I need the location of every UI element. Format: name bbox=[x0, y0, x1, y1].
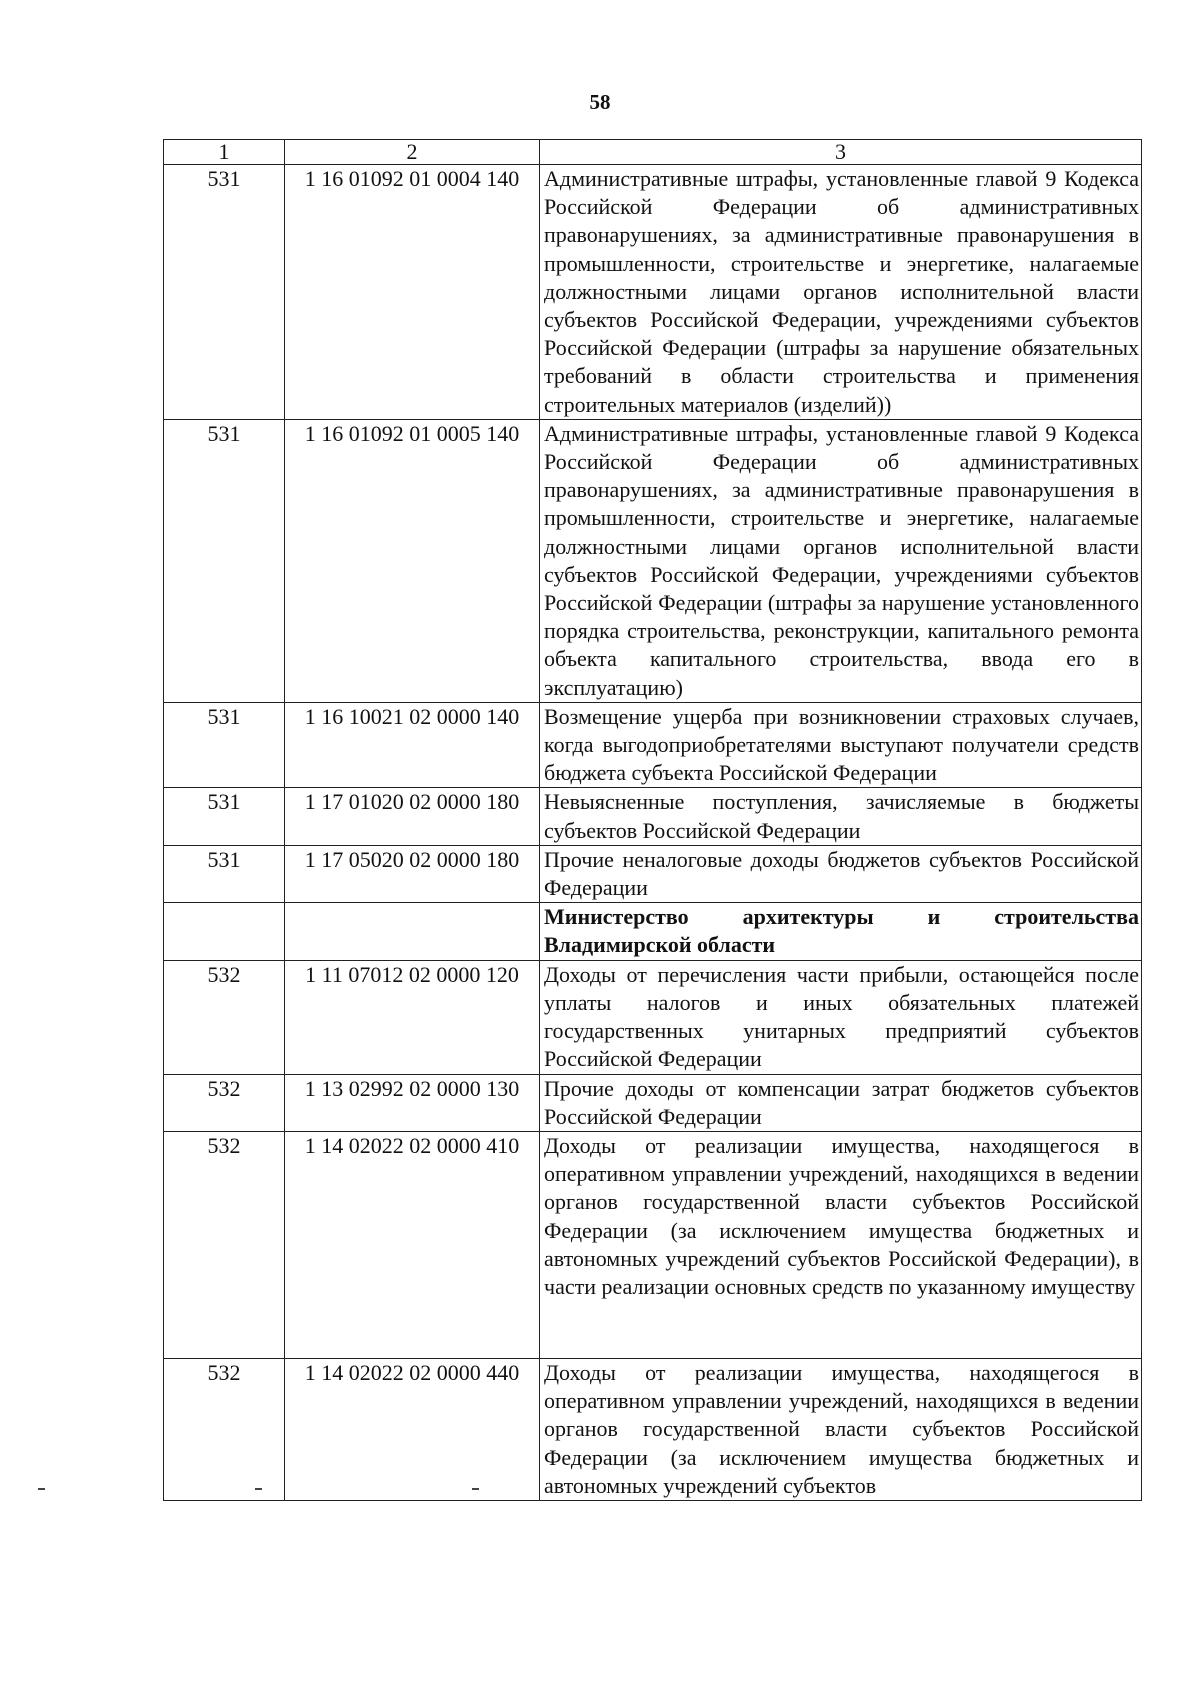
table-row bbox=[164, 1358, 1142, 1500]
budget-classification-code-cell: 1 14 02022 02 0000 410 bbox=[285, 1131, 540, 1358]
revenue-description-cell: Прочие неналоговые доходы бюджетов субъектов Российской Федерации bbox=[540, 845, 1142, 902]
admin-code-cell bbox=[164, 903, 285, 960]
header-col-3: 3 bbox=[540, 140, 1142, 165]
admin-code-cell: 531 bbox=[164, 165, 285, 420]
admin-code-cell: 531 bbox=[164, 702, 285, 788]
revenue-description-cell: Прочие доходы от компенсации затрат бюджетов субъектов Российской Федерации bbox=[540, 1074, 1142, 1131]
admin-code-cell: 532 bbox=[164, 960, 285, 1074]
header-col-2: 2 bbox=[285, 140, 540, 165]
scan-mark bbox=[38, 1488, 45, 1490]
table-row bbox=[164, 788, 1142, 845]
budget-classification-code-cell: 1 17 01020 02 0000 180 bbox=[285, 788, 540, 845]
revenue-description-cell: Административные штрафы, установленные главой 9 Кодекса Российской Федерации об административных правонарушениях, за административные правонарушения в промышленности, строительстве и энергетике, налагаемые должностными лицами органов исполнительной власти субъектов Российской Федерации, учреждениями субъектов Российской Федерации (штрафы за нарушение обязательных требований в области строительства и применения строительных материалов (изделий)) bbox=[540, 165, 1142, 420]
budget-classification-code-cell: 1 16 10021 02 0000 140 bbox=[285, 702, 540, 788]
budget-classification-code-cell: 1 14 02022 02 0000 440 bbox=[285, 1358, 540, 1500]
table-row bbox=[164, 419, 1142, 702]
table-row bbox=[164, 702, 1142, 788]
revenue-codes-table bbox=[163, 139, 1142, 1501]
scan-mark bbox=[472, 1488, 479, 1490]
budget-classification-code-cell: 1 16 01092 01 0004 140 bbox=[285, 165, 540, 420]
budget-classification-code-cell: 1 16 01092 01 0005 140 bbox=[285, 419, 540, 702]
revenue-description-cell: Доходы от реализации имущества, находящегося в оперативном управлении учреждений, находящихся в ведении органов государственной власти субъектов Российской Федерации (за исключением имущества бюджетных и автономных учреждений субъектов Российской Федерации), в части реализации основных средств по указанному имуществу bbox=[540, 1131, 1142, 1358]
table-row bbox=[164, 1131, 1142, 1358]
budget-classification-code-cell: 1 13 02992 02 0000 130 bbox=[285, 1074, 540, 1131]
revenue-description-cell: Невыясненные поступления, зачисляемые в бюджеты субъектов Российской Федерации bbox=[540, 788, 1142, 845]
table-row bbox=[164, 1074, 1142, 1131]
revenue-description-cell: Административные штрафы, установленные главой 9 Кодекса Российской Федерации об административных правонарушениях, за административные правонарушения в промышленности, строительстве и энергетике, налагаемые должностными лицами органов исполнительной власти субъектов Российской Федерации, учреждениями субъектов Российской Федерации (штрафы за нарушение установленного порядка строительства, реконструкции, капитального ремонта объекта капитального строительства, ввода его в эксплуатацию) bbox=[540, 419, 1142, 702]
header-col-1: 1 bbox=[164, 140, 285, 165]
admin-code-cell: 531 bbox=[164, 788, 285, 845]
admin-code-cell: 532 bbox=[164, 1358, 285, 1500]
revenue-description-cell: Доходы от реализации имущества, находящегося в оперативном управлении учреждений, находящихся в ведении органов государственной власти субъектов Российской Федерации (за исключением имущества бюджетных и автономных учреждений субъектов bbox=[540, 1358, 1142, 1500]
admin-code-cell: 532 bbox=[164, 1074, 285, 1131]
budget-classification-code-cell: 1 17 05020 02 0000 180 bbox=[285, 845, 540, 902]
table-row bbox=[164, 845, 1142, 902]
revenue-description-cell: Возмещение ущерба при возникновении страховых случаев, когда выгодоприобретателями выступают получатели средств бюджета субъекта Российской Федерации bbox=[540, 702, 1142, 788]
table-row bbox=[164, 960, 1142, 1074]
ministry-heading: Министерство архитектуры и строительства Владимирской области bbox=[540, 903, 1142, 960]
admin-code-cell: 532 bbox=[164, 1131, 285, 1358]
admin-code-cell: 531 bbox=[164, 845, 285, 902]
scan-mark bbox=[255, 1488, 262, 1490]
table-header-row bbox=[164, 140, 1142, 165]
table-row bbox=[164, 165, 1142, 420]
budget-classification-code-cell: 1 11 07012 02 0000 120 bbox=[285, 960, 540, 1074]
admin-code-cell: 531 bbox=[164, 419, 285, 702]
page-number: 58 bbox=[589, 90, 611, 114]
budget-classification-code-cell bbox=[285, 903, 540, 960]
ministry-section-row bbox=[164, 903, 1142, 960]
revenue-description-cell: Доходы от перечисления части прибыли, остающейся после уплаты налогов и иных обязательных платежей государственных унитарных предприятий субъектов Российской Федерации bbox=[540, 960, 1142, 1074]
